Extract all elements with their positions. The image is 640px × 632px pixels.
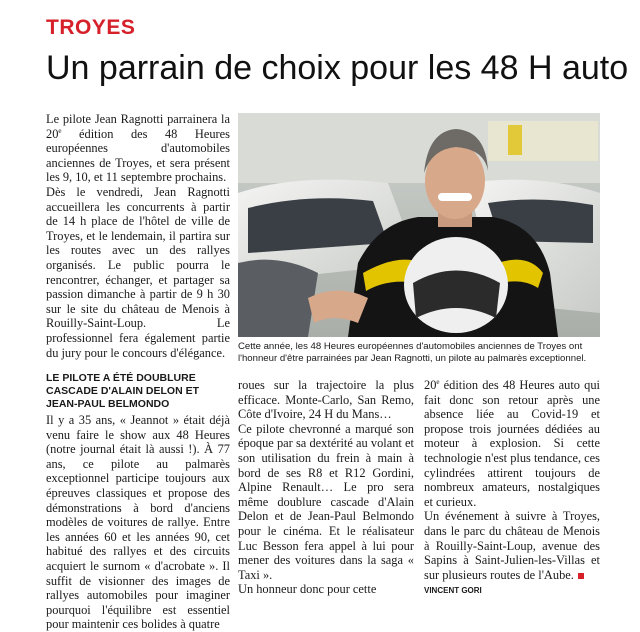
article-photo: [238, 113, 600, 337]
article-column-1: [46, 112, 230, 632]
article-column-2: [238, 378, 414, 597]
body-text-6: Un événement à suivre à Troyes, dans le parc du château de Menois à Rouilly-Saint-Loup, avenue des Sapins à Saint-Julien-les-Villas et sur plusieurs routes de l'Aube.: [424, 509, 600, 582]
lead-paragraph-1: [46, 112, 230, 185]
portrait-photo: [238, 113, 600, 337]
author-byline: VINCENT GORI: [424, 586, 482, 596]
subheading: LE PILOTE A ÉTÉ DOUBLURE CASCADE D'ALAIN DELON ET JEAN-PAUL BELMONDO: [46, 372, 199, 411]
ordinal-suffix: e: [58, 126, 62, 135]
body-paragraph-5: [424, 378, 600, 509]
lead-text-a: Le pilote Jean Ragnotti parrainera la 20: [46, 112, 230, 141]
body-paragraph-3: Ce pilote chevronné a marqué son époque par sa dextérité au volant et son utilisation du frein à main à bord de ses R8 et R12 Gordini, Alpine Renault… Le pro sera même doublure cascade d'Alain Delon et de Jean-Paul Belmondo pour le cinéma. Et le réalisateur Luc Besson fera appel à lui pour mener des voitures dans la saga « Taxi ».: [238, 421, 414, 582]
section-title: TROYES: [46, 16, 136, 39]
photo-caption: Cette année, les 48 Heures européennes d'automobiles anciennes de Troyes ont l'honneur d'être parrainées par Jean Ragnotti, un pilote au palmarès exceptionnel.: [238, 341, 587, 364]
lead-paragraph-2: Dès le vendredi, Jean Ragnotti accueillera les concurrents à partir de 14 h place de l'hôtel de ville de Troyes, et le lendemain, il partira sur les routes avec un des rallyes organisés. Le public pourra le rencontrer, échanger, et partager sa passion dimanche à partir de 9 h 30 sur le site du château de Menois à Rouilly-Saint-Loup. Le professionnel fera également partie du jury pour le concours d'élégance.: [46, 184, 230, 360]
edition-number: 20: [424, 378, 437, 392]
body-text-5: édition des 48 Heures auto qui fait donc son retour après une absence liée au Covid-19 et propose trois journées dédiées au moteur à explosion. Si cette technologie n'est plus tendance, ces cylindrées attirent toujours de nombreux amateurs, nostalgiques et curieux.: [424, 378, 600, 509]
body-paragraph-4: Un honneur donc pour cette: [238, 582, 377, 597]
article-column-3: [424, 378, 600, 599]
end-square-icon: [578, 573, 584, 579]
article-headline: Un parrain de choix pour les 48 H auto: [46, 49, 629, 87]
lead-text-b: édition des 48 Heures européennes d'automobiles anciennes de Troyes, et sera présent les 9, 10, et 11 septembre prochains.: [46, 126, 230, 185]
body-paragraph-2: roues sur la trajectoire la plus efficace. Monte-Carlo, San Remo, Côte d'Ivoire, 24 H du Mans…: [238, 378, 414, 422]
body-paragraph-6: [424, 509, 600, 582]
body-paragraph-1: Il y a 35 ans, « Jeannot » était déjà venu faire le show aux 48 Heures (notre journal était là aussi !). À 77 ans, ce pilote au palmarès exceptionnel participe toujours aux épreuves classiques et propose des démonstrations à bord d'anciens modèles de voitures de rallye. Entre les années 60 et les années 90, cet habitué des rallyes et des circuits acquiert le surnom « d'acrobate ». Il suffit de visionner des images de rallyes automobiles pour imaginer pourquoi l'équilibre est essentiel pour maintenir ces bolides à quatre: [46, 413, 230, 632]
ordinal-suffix-2: e: [436, 377, 440, 386]
